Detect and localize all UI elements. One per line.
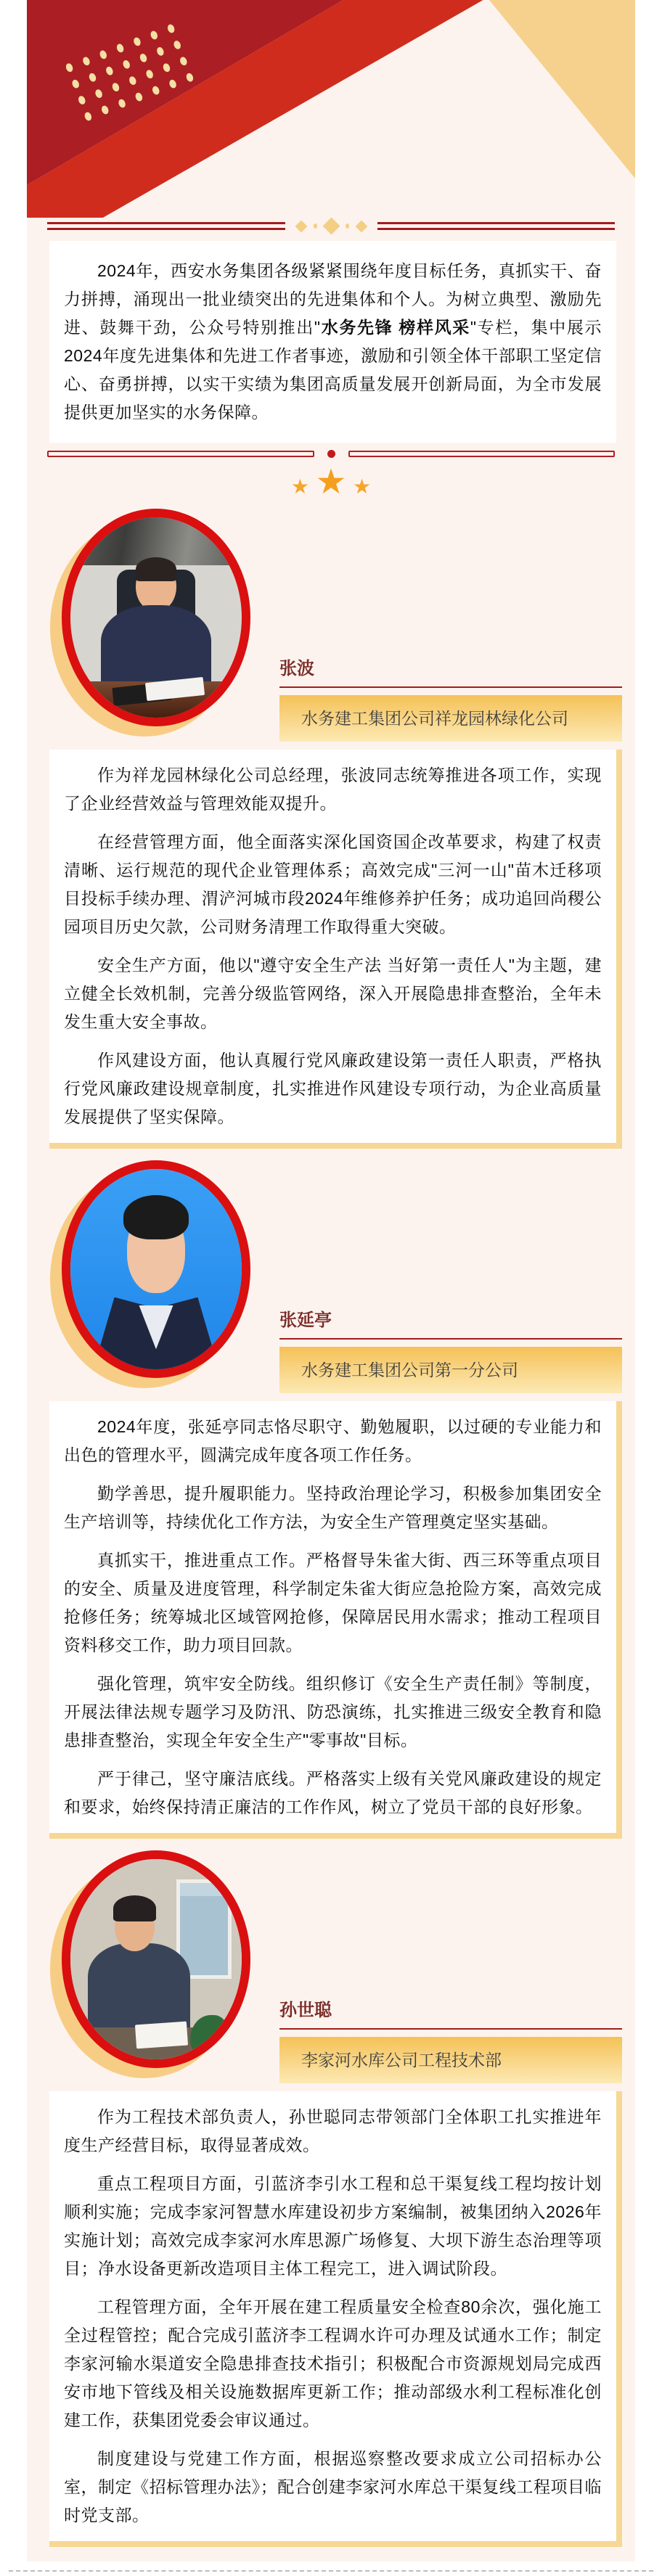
description-paragraph: 制度建设与党建工作方面，根据巡察整改要求成立公司招标办公室，制定《招标管理办法》；配合创建李家河水库总干渠复线工程项目临时党支部。	[64, 2449, 602, 2524]
profile-section-sunshicong	[27, 1850, 635, 2083]
photo-plant	[190, 2015, 228, 2059]
divider-lines-right	[377, 222, 616, 230]
company-tag: 水务建工集团公司祥龙园林绿化公司	[279, 695, 622, 742]
description-paragraph: 2024年度，张延亭同志恪尽职守、勤勉履职，以过硬的专业能力和出色的管理水平，圆满完成年度各项工作任务。	[64, 1417, 602, 1464]
star-icon: ★	[315, 463, 347, 501]
description-paragraph: 强化管理，筑牢安全防线。组织修订《安全生产责任制》等制度，开展法律法规专题学习及防汛、防恐演练，扎实推进三级安全教育和隐患排查整治，实现全年安全生产"零事故"目标。	[64, 1674, 602, 1750]
diamond-icon	[322, 217, 340, 234]
dot-icon	[346, 223, 349, 229]
description-paragraph: 作风建设方面，他认真履行党风廉政建设第一责任人职责，严格执行党风廉政建设规章制度，扎实推进作风建设专项行动，为企业高质量发展提供了坚实保障。	[64, 1051, 602, 1126]
profile-info	[279, 654, 622, 742]
profile-info	[279, 1305, 622, 1393]
divider-tube-right	[348, 451, 616, 457]
red-dot-icon	[327, 450, 335, 458]
tube-divider	[47, 450, 615, 458]
profile-info	[279, 1995, 622, 2083]
article-panel	[27, 0, 635, 2561]
description-paragraph: 严于律己，坚守廉洁底线。严格落实上级有关党风廉政建设的规定和要求，始终保持清正廉洁的工作作风，树立了党员干部的良好形象。	[64, 1769, 602, 1816]
portrait-photo-office	[62, 509, 250, 726]
profile-description-box	[49, 2091, 622, 2547]
profile-photo	[62, 509, 250, 726]
intro-box	[49, 241, 616, 443]
divider-tube-left	[47, 451, 314, 457]
description-paragraph: 安全生产方面，他以"遵守安全生产法 当好第一责任人"为主题，建立健全长效机制，完善分级监管网络，深入开展隐患排查整治，全年未发生重大安全事故。	[64, 956, 602, 1031]
diamond-icon	[295, 220, 307, 232]
photo-torso	[88, 1943, 191, 2027]
description-paragraph: 真抓实干，推进重点工作。严格督导朱雀大街、西三环等重点项目的安全、质量及进度管理，科学制定朱雀大街应急抢险方案，高效完成抢修任务；统筹城北区域管网抢修，保障居民用水需求；推动工程项目资料移交工作，助力项目回款。	[64, 1551, 602, 1654]
dot-icon	[314, 223, 317, 229]
photo-hair	[123, 1195, 189, 1239]
header-decoration	[27, 0, 635, 218]
divider-lines-left	[47, 222, 285, 230]
description-paragraph: 重点工程项目方面，引蓝济李引水工程和总干渠复线工程均按计划顺利实施；完成李家河智慧水库建设初步方案编制，被集团纳入2026年实施计划；高效完成李家河水库思源广场修复、大坝下游生态治理等项目；净水设备更新改造项目主体工程完工，进入调试阶段。	[64, 2174, 602, 2278]
person-name: 孙世聪	[279, 2001, 332, 2020]
profile-section-zhangyanting	[27, 1160, 635, 1392]
portrait-photo-id	[62, 1160, 250, 1378]
description-paragraph: 工程管理方面，全年开展在建工程质量安全检查80余次，强化施工全过程管控；配合完成引蓝济李工程调水许可办理及试通水工作；制定李家河输水渠道安全隐患排查技术指引；积极配合市资源规划局完成西安市地下管线及相关设施数据库更新工作；推动部级水利工程标准化创建工作，获集团党委会审议通过。	[64, 2297, 602, 2429]
profile-description-box	[49, 750, 622, 1149]
profile-photo	[62, 1160, 250, 1378]
photo-torso	[101, 605, 211, 685]
description-paragraph: 在经营管理方面，他全面落实深化国资国企改革要求，构建了权责清晰、运行规范的现代企业管理体系；高效完成"三河一山"苗木迁移项目投标手续办理、渭浐河城市段2024年维修养护任务；成功追回尚稷公园项目历史欠款，公司财务清理工作取得重大突破。	[64, 832, 602, 936]
name-underline	[279, 1338, 622, 1340]
company-tag: 李家河水库公司工程技术部	[279, 2037, 622, 2083]
star-icon: ★	[352, 475, 372, 498]
stars-ornament	[27, 465, 635, 501]
diamond-icon	[355, 220, 367, 232]
column-title-highlight: 水务先锋 榜样风采	[320, 318, 470, 337]
profile-section-zhangbo	[27, 509, 635, 741]
person-name: 张波	[279, 659, 314, 678]
footer-dashed-divider	[9, 2570, 653, 2572]
portrait-photo-office-window	[62, 1850, 250, 2068]
diamond-ornament	[297, 220, 366, 232]
company-tag: 水务建工集团公司第一分公司	[279, 1347, 622, 1393]
description-paragraph: 作为祥龙园林绿化公司总经理，张波同志统筹推进各项工作，实现了企业经营效益与管理效能双提升。	[64, 766, 602, 813]
profile-photo	[62, 1850, 250, 2068]
description-paragraph: 勤学善思，提升履职能力。坚持政治理论学习，积极参加集团安全生产培训等，持续优化工作方法，为安全生产管理奠定坚实基础。	[64, 1484, 602, 1531]
intro-paragraph: 2024年，西安水务集团各级紧紧围绕年度目标任务，真抓实干、奋力拼搏，涌现出一批业绩突出的先进集体和个人。为树立典型、激励先进、鼓舞干劲，公众号特别推出"水务先锋 榜样风采"专栏，集中展示2024年度先进集体和先进工作者事迹，激励和引领全体干部职工坚定信心、奋勇拼搏，以实干实绩为集团高质量发展开创新局面，为全市发展提供更加坚实的水务保障。	[64, 261, 602, 422]
photo-hair	[136, 557, 177, 581]
name-underline	[279, 2028, 622, 2030]
photo-book	[135, 2022, 188, 2049]
profile-description-box	[49, 1401, 622, 1839]
photo-hair	[113, 1895, 156, 1921]
name-underline	[279, 686, 622, 688]
person-name: 张延亭	[279, 1310, 332, 1330]
star-icon: ★	[290, 475, 310, 498]
description-paragraph: 作为工程技术部负责人，孙世聪同志带领部门全体职工扎实推进年度生产经营目标，取得显著成效。	[64, 2107, 602, 2154]
